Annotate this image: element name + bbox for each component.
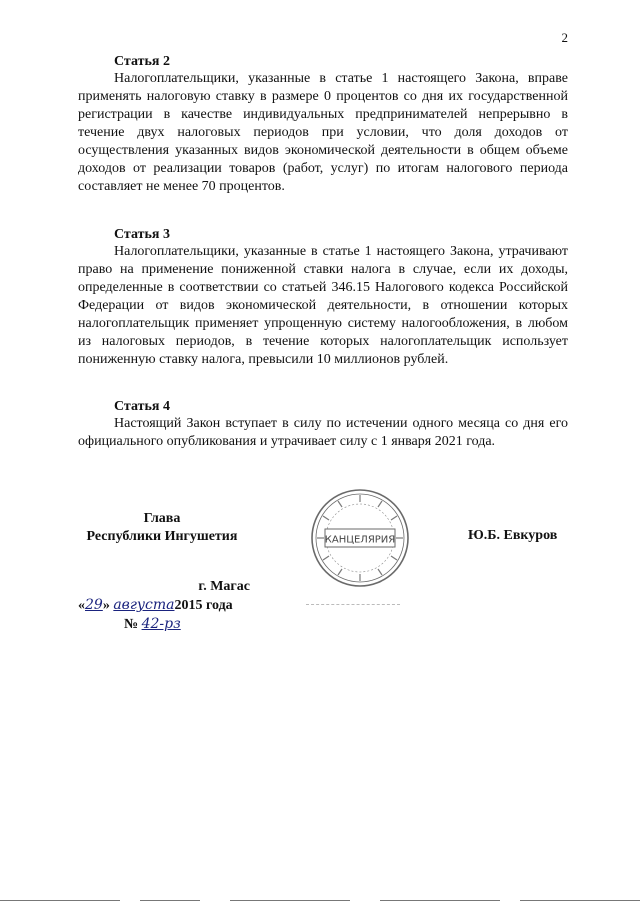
- article-2: [78, 53, 568, 196]
- place-of-signing: г. Магас: [198, 579, 250, 594]
- official-stamp: [308, 486, 412, 590]
- date-day: 29: [85, 597, 103, 613]
- article-heading: Статья 3: [114, 227, 170, 242]
- date-close-quote: »: [102, 598, 110, 613]
- signatory-name: Ю.Б. Евкуров: [468, 528, 558, 543]
- signatory-title-line2: Республики Ингушетия: [86, 529, 238, 544]
- article-3: [78, 226, 568, 369]
- law-number: [124, 615, 250, 634]
- date-year: 2015 года: [174, 598, 233, 613]
- signatory-title: [78, 510, 246, 546]
- article-text: Настоящий Закон вступает в силу по истечении одного месяца со дня его официального опубликования и утрачивает силу с 1 января 2021 года.: [78, 416, 568, 449]
- article-text: Налогоплательщики, указанные в статье 1 настоящего Закона, вправе применять налоговую ставку в размере 0 процентов со дня их государственной регистрации в качестве индивидуальных предпринимателей непрерывно в течение двух налоговых периодов при условии, что доля доходов от осуществления указанных видов экономической деятельности в общем объеме доходов от реализации товаров (работ, услуг) по итогам налогового периода составляет не менее 70 процентов.: [78, 71, 568, 194]
- date-open-quote: «: [78, 598, 85, 613]
- number-value: 42-рз: [141, 616, 181, 632]
- article-heading: Статья 4: [114, 399, 170, 414]
- page-number: 2: [561, 30, 568, 45]
- number-prefix: №: [124, 617, 139, 632]
- article-text: Налогоплательщики, указанные в статье 1 настоящего Закона, утрачивают право на применение пониженной ставки налога в случае, если их доходы, определенные в соответствии со статьей 346.15 Налогового кодекса Российской Федерации от видов экономической деятельности, в отношении которых налогоплательщик применяет упрощенную систему налогообложения, в любом из налоговых периодов, в течение которых налогоплательщик использует пониженную ставку налога, превысили 10 миллионов рублей.: [78, 244, 568, 367]
- stamp-trail-mark: [306, 604, 400, 607]
- article-heading: Статья 2: [114, 54, 170, 69]
- date-month: августа: [113, 597, 175, 613]
- signatory-title-line1: Глава: [143, 511, 181, 526]
- signing-date: [78, 596, 250, 615]
- stamp-center-text: КАНЦЕЛЯРИЯ: [324, 534, 396, 546]
- bottom-edge-rule: [0, 898, 640, 901]
- place-and-date-block: [78, 578, 250, 634]
- article-4: [78, 398, 568, 451]
